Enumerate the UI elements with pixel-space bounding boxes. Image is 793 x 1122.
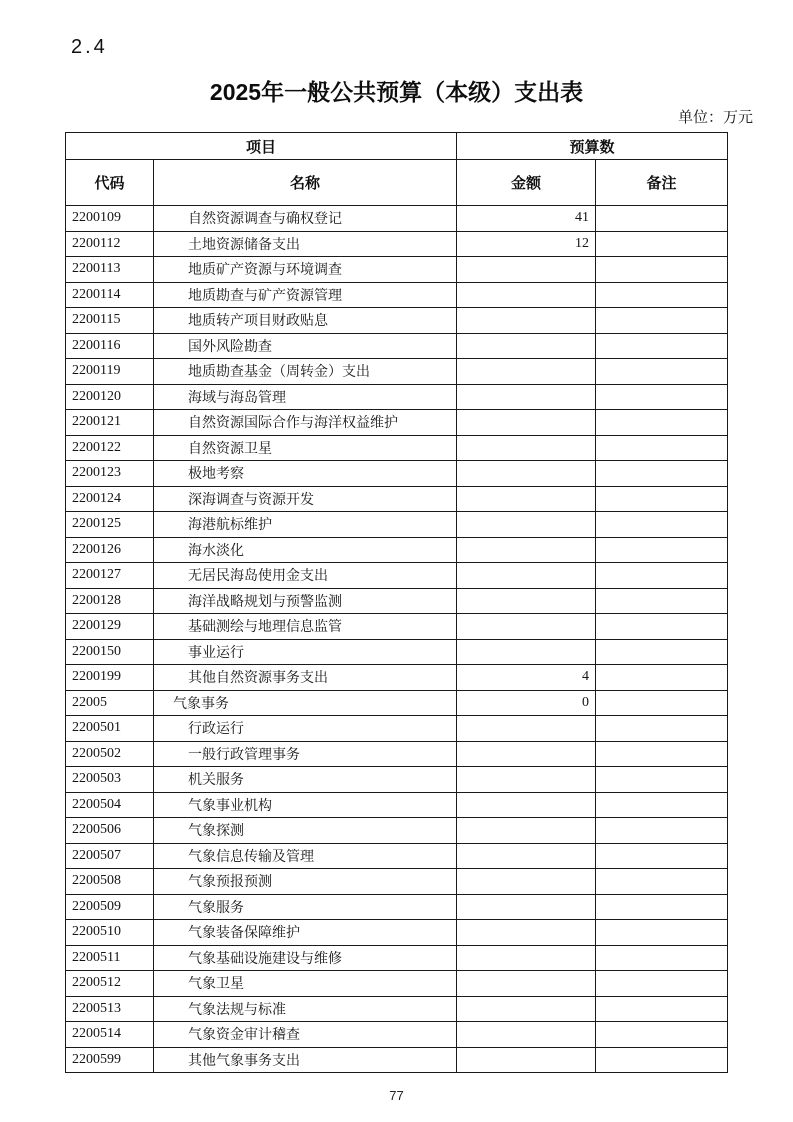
amount-cell	[457, 563, 596, 589]
note-cell	[596, 486, 728, 512]
code-cell: 2200513	[66, 996, 154, 1022]
note-cell	[596, 639, 728, 665]
code-cell: 2200119	[66, 359, 154, 385]
table-row	[66, 869, 728, 895]
amount-cell	[457, 410, 596, 436]
code-cell: 2200120	[66, 384, 154, 410]
note-cell	[596, 843, 728, 869]
name-cell: 海域与海岛管理	[154, 384, 457, 410]
amount-cell	[457, 843, 596, 869]
note-cell	[596, 563, 728, 589]
note-cell	[596, 410, 728, 436]
code-cell: 2200124	[66, 486, 154, 512]
note-cell	[596, 996, 728, 1022]
note-cell	[596, 894, 728, 920]
page-number: 77	[389, 1088, 404, 1103]
code-cell: 2200122	[66, 435, 154, 461]
header-code: 代码	[66, 160, 154, 206]
amount-cell	[457, 384, 596, 410]
table-row	[66, 461, 728, 487]
code-cell: 2200127	[66, 563, 154, 589]
name-cell: 气象信息传输及管理	[154, 843, 457, 869]
note-cell	[596, 869, 728, 895]
note-cell	[596, 767, 728, 793]
amount-cell	[457, 1047, 596, 1073]
name-cell: 气象资金审计稽查	[154, 1022, 457, 1048]
note-cell	[596, 818, 728, 844]
amount-cell	[457, 869, 596, 895]
code-cell: 2200113	[66, 257, 154, 283]
note-cell	[596, 206, 728, 232]
name-cell: 地质勘查基金（周转金）支出	[154, 359, 457, 385]
note-cell	[596, 512, 728, 538]
amount-cell	[457, 486, 596, 512]
note-cell	[596, 359, 728, 385]
note-cell	[596, 1022, 728, 1048]
code-cell: 2200502	[66, 741, 154, 767]
table-row	[66, 843, 728, 869]
table-row	[66, 588, 728, 614]
code-cell: 2200514	[66, 1022, 154, 1048]
table-row	[66, 741, 728, 767]
amount-cell	[457, 359, 596, 385]
unit-note: 单位：万元	[677, 110, 753, 126]
note-cell	[596, 716, 728, 742]
code-cell: 2200128	[66, 588, 154, 614]
code-cell: 2200150	[66, 639, 154, 665]
note-cell	[596, 537, 728, 563]
table-row	[66, 231, 728, 257]
header-budget-group: 预算数	[457, 133, 728, 160]
table-group-header-row	[66, 133, 728, 160]
table-row	[66, 410, 728, 436]
code-cell: 2200121	[66, 410, 154, 436]
amount-cell: 0	[457, 690, 596, 716]
name-cell: 气象基础设施建设与维修	[154, 945, 457, 971]
amount-cell	[457, 792, 596, 818]
name-cell: 地质矿产资源与环境调查	[154, 257, 457, 283]
amount-cell	[457, 716, 596, 742]
amount-cell	[457, 588, 596, 614]
note-cell	[596, 971, 728, 997]
table-row	[66, 920, 728, 946]
note-cell	[596, 384, 728, 410]
name-cell: 气象预报预测	[154, 869, 457, 895]
name-cell: 行政运行	[154, 716, 457, 742]
amount-cell: 41	[457, 206, 596, 232]
code-cell: 2200511	[66, 945, 154, 971]
name-cell: 自然资源国际合作与海洋权益维护	[154, 410, 457, 436]
amount-cell: 4	[457, 665, 596, 691]
amount-cell	[457, 537, 596, 563]
code-cell: 2200506	[66, 818, 154, 844]
table-column-header-row	[66, 160, 728, 206]
code-cell: 2200129	[66, 614, 154, 640]
amount-cell	[457, 971, 596, 997]
page-title: 2025年一般公共预算（本级）支出表	[209, 79, 584, 105]
code-cell: 2200510	[66, 920, 154, 946]
table-row	[66, 282, 728, 308]
table-row	[66, 206, 728, 232]
table-row	[66, 971, 728, 997]
amount-cell: 12	[457, 231, 596, 257]
name-cell: 自然资源卫星	[154, 435, 457, 461]
name-cell: 气象服务	[154, 894, 457, 920]
table-row	[66, 308, 728, 334]
note-cell	[596, 741, 728, 767]
amount-cell	[457, 894, 596, 920]
table-row	[66, 792, 728, 818]
note-cell	[596, 588, 728, 614]
table-row	[66, 690, 728, 716]
table-row	[66, 1047, 728, 1073]
note-cell	[596, 435, 728, 461]
name-cell: 气象装备保障维护	[154, 920, 457, 946]
amount-cell	[457, 767, 596, 793]
code-cell: 2200503	[66, 767, 154, 793]
note-cell	[596, 690, 728, 716]
code-cell: 2200115	[66, 308, 154, 334]
section-label: 2.4	[71, 36, 108, 58]
name-cell: 事业运行	[154, 639, 457, 665]
name-cell: 基础测绘与地理信息监管	[154, 614, 457, 640]
table-row	[66, 435, 728, 461]
amount-cell	[457, 741, 596, 767]
amount-cell	[457, 639, 596, 665]
code-cell: 2200509	[66, 894, 154, 920]
amount-cell	[457, 308, 596, 334]
amount-cell	[457, 282, 596, 308]
name-cell: 海港航标维护	[154, 512, 457, 538]
code-cell: 2200109	[66, 206, 154, 232]
header-item-group: 项目	[66, 133, 457, 160]
note-cell	[596, 1047, 728, 1073]
amount-cell	[457, 512, 596, 538]
table-row	[66, 996, 728, 1022]
amount-cell	[457, 818, 596, 844]
table-row	[66, 359, 728, 385]
code-cell: 2200507	[66, 843, 154, 869]
code-cell: 2200114	[66, 282, 154, 308]
code-cell: 2200599	[66, 1047, 154, 1073]
header-note: 备注	[596, 160, 728, 206]
name-cell: 地质勘查与矿产资源管理	[154, 282, 457, 308]
table-row	[66, 894, 728, 920]
amount-cell	[457, 435, 596, 461]
note-cell	[596, 333, 728, 359]
note-cell	[596, 792, 728, 818]
name-cell: 其他自然资源事务支出	[154, 665, 457, 691]
table-row	[66, 537, 728, 563]
code-cell: 2200123	[66, 461, 154, 487]
table-row	[66, 665, 728, 691]
note-cell	[596, 614, 728, 640]
budget-table-body	[66, 206, 728, 1073]
name-cell: 无居民海岛使用金支出	[154, 563, 457, 589]
name-cell: 土地资源储备支出	[154, 231, 457, 257]
code-cell: 2200508	[66, 869, 154, 895]
amount-cell	[457, 333, 596, 359]
amount-cell	[457, 461, 596, 487]
name-cell: 深海调查与资源开发	[154, 486, 457, 512]
code-cell: 2200504	[66, 792, 154, 818]
note-cell	[596, 945, 728, 971]
note-cell	[596, 282, 728, 308]
amount-cell	[457, 920, 596, 946]
table-row	[66, 512, 728, 538]
table-row	[66, 486, 728, 512]
table-row	[66, 333, 728, 359]
name-cell: 极地考察	[154, 461, 457, 487]
code-cell: 2200199	[66, 665, 154, 691]
code-cell: 2200512	[66, 971, 154, 997]
table-row	[66, 1022, 728, 1048]
name-cell: 气象事务	[154, 690, 457, 716]
name-cell: 地质转产项目财政贴息	[154, 308, 457, 334]
header-name: 名称	[154, 160, 457, 206]
note-cell	[596, 665, 728, 691]
code-cell: 22005	[66, 690, 154, 716]
note-cell	[596, 308, 728, 334]
name-cell: 机关服务	[154, 767, 457, 793]
code-cell: 2200125	[66, 512, 154, 538]
name-cell: 自然资源调查与确权登记	[154, 206, 457, 232]
note-cell	[596, 257, 728, 283]
amount-cell	[457, 945, 596, 971]
table-row	[66, 563, 728, 589]
name-cell: 气象卫星	[154, 971, 457, 997]
table-row	[66, 716, 728, 742]
table-row	[66, 614, 728, 640]
table-row	[66, 384, 728, 410]
code-cell: 2200112	[66, 231, 154, 257]
name-cell: 气象法规与标准	[154, 996, 457, 1022]
table-row	[66, 639, 728, 665]
name-cell: 海洋战略规划与预警监测	[154, 588, 457, 614]
note-cell	[596, 231, 728, 257]
note-cell	[596, 461, 728, 487]
name-cell: 国外风险勘查	[154, 333, 457, 359]
amount-cell	[457, 257, 596, 283]
name-cell: 其他气象事务支出	[154, 1047, 457, 1073]
name-cell: 气象探测	[154, 818, 457, 844]
amount-cell	[457, 614, 596, 640]
code-cell: 2200116	[66, 333, 154, 359]
table-row	[66, 818, 728, 844]
table-row	[66, 257, 728, 283]
code-cell: 2200501	[66, 716, 154, 742]
amount-cell	[457, 1022, 596, 1048]
code-cell: 2200126	[66, 537, 154, 563]
table-row	[66, 945, 728, 971]
amount-cell	[457, 996, 596, 1022]
name-cell: 气象事业机构	[154, 792, 457, 818]
name-cell: 一般行政管理事务	[154, 741, 457, 767]
budget-table	[65, 132, 728, 1073]
header-amount: 金额	[457, 160, 596, 206]
table-row	[66, 767, 728, 793]
name-cell: 海水淡化	[154, 537, 457, 563]
note-cell	[596, 920, 728, 946]
